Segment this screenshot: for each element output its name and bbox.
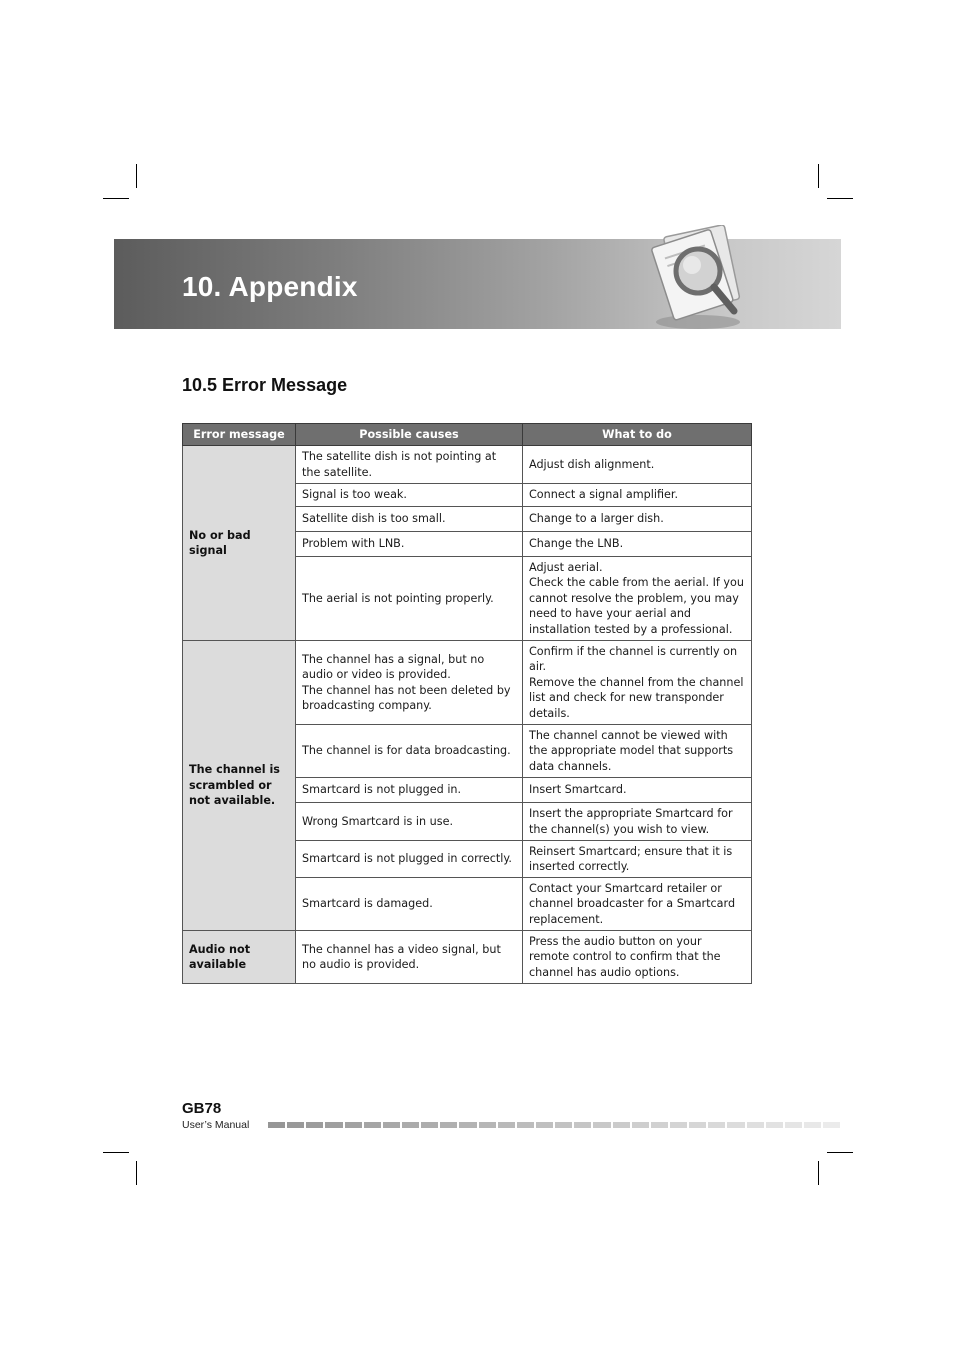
error-group-label: No or bad signal	[183, 446, 296, 641]
page-number: GB78	[182, 1100, 222, 1117]
crop-mark	[818, 164, 819, 188]
cause-cell: Wrong Smartcard is in use.	[296, 803, 523, 841]
crop-mark	[818, 1161, 819, 1185]
column-header: Possible causes	[296, 424, 523, 446]
footer-bar-segment	[593, 1122, 610, 1128]
action-cell: Adjust dish alignment.	[523, 446, 752, 484]
footer-bar-segment	[747, 1122, 764, 1128]
footer-bar-segment	[670, 1122, 687, 1128]
error-group-label: The channel is scrambled or not available.	[183, 641, 296, 931]
footer-decorative-bar	[268, 1122, 840, 1128]
table-row	[183, 446, 752, 484]
action-cell: The channel cannot be viewed with the appropriate model that supports data channels.	[523, 725, 752, 778]
footer-bar-segment	[708, 1122, 725, 1128]
action-cell: Contact your Smartcard retailer or channel broadcaster for a Smartcard replacement.	[523, 878, 752, 931]
footer-bar-segment	[287, 1122, 304, 1128]
action-cell: Change to a larger dish.	[523, 507, 752, 532]
cause-cell: Satellite dish is too small.	[296, 507, 523, 532]
error-group-label: Audio not available	[183, 931, 296, 984]
footer-bar-segment	[651, 1122, 668, 1128]
action-cell: Insert Smartcard.	[523, 778, 752, 803]
cause-cell: The aerial is not pointing properly.	[296, 557, 523, 641]
footer-bar-segment	[440, 1122, 457, 1128]
footer-bar-segment	[823, 1122, 840, 1128]
section-title: 10.5 Error Message	[182, 375, 348, 395]
footer-bar-segment	[402, 1122, 419, 1128]
footer-bar-segment	[804, 1122, 821, 1128]
column-header: What to do	[523, 424, 752, 446]
crop-mark	[827, 1152, 853, 1153]
footer-bar-segment	[479, 1122, 496, 1128]
crop-mark	[827, 198, 853, 199]
action-cell: Press the audio button on your remote control to confirm that the channel has audio options.	[523, 931, 752, 984]
footer-bar-segment	[536, 1122, 553, 1128]
footer-bar-segment	[785, 1122, 802, 1128]
footer-bar-segment	[459, 1122, 476, 1128]
action-cell: Reinsert Smartcard; ensure that it is inserted correctly.	[523, 841, 752, 878]
footer-bar-segment	[766, 1122, 783, 1128]
chapter-banner	[114, 239, 841, 329]
footer-bar-segment	[498, 1122, 515, 1128]
footer-bar-segment	[613, 1122, 630, 1128]
footer-bar-segment	[632, 1122, 649, 1128]
footer-bar-segment	[383, 1122, 400, 1128]
footer-bar-segment	[727, 1122, 744, 1128]
cause-cell: Signal is too weak.	[296, 484, 523, 507]
footer-bar-segment	[555, 1122, 572, 1128]
crop-mark	[136, 164, 137, 188]
cause-cell: The channel has a signal, but no audio or video is provided. The channel has not been deleted by broadcasting company.	[296, 641, 523, 725]
chapter-title: 10. Appendix	[182, 271, 358, 302]
action-cell: Connect a signal amplifier.	[523, 484, 752, 507]
cause-cell: Problem with LNB.	[296, 532, 523, 557]
cause-cell: Smartcard is damaged.	[296, 878, 523, 931]
footer-bar-segment	[325, 1122, 342, 1128]
crop-mark	[103, 1152, 129, 1153]
crop-mark	[136, 1161, 137, 1185]
footer-bar-segment	[306, 1122, 323, 1128]
cause-cell: The channel is for data broadcasting.	[296, 725, 523, 778]
action-cell: Change the LNB.	[523, 532, 752, 557]
footer-bar-segment	[421, 1122, 438, 1128]
table-row	[183, 641, 752, 725]
column-header: Error message	[183, 424, 296, 446]
table-header-row	[183, 424, 752, 446]
footer-subtitle: User’s Manual	[182, 1119, 250, 1131]
footer-bar-segment	[268, 1122, 285, 1128]
footer-bar-segment	[574, 1122, 591, 1128]
error-message-table	[182, 423, 752, 984]
footer-bar-segment	[517, 1122, 534, 1128]
footer-bar-segment	[689, 1122, 706, 1128]
cause-cell: Smartcard is not plugged in correctly.	[296, 841, 523, 878]
magnifier-document-icon	[642, 225, 754, 333]
cause-cell: The channel has a video signal, but no audio is provided.	[296, 931, 523, 984]
footer-bar-segment	[364, 1122, 381, 1128]
action-cell: Insert the appropriate Smartcard for the channel(s) you wish to view.	[523, 803, 752, 841]
action-cell: Confirm if the channel is currently on air. Remove the channel from the channel list and check for new transponder details.	[523, 641, 752, 725]
action-cell: Adjust aerial. Check the cable from the aerial. If you cannot resolve the problem, you may need to have your aerial and installation tested by a professional.	[523, 557, 752, 641]
table-row	[183, 931, 752, 984]
footer-bar-segment	[345, 1122, 362, 1128]
crop-mark	[103, 198, 129, 199]
cause-cell: Smartcard is not plugged in.	[296, 778, 523, 803]
cause-cell: The satellite dish is not pointing at the satellite.	[296, 446, 523, 484]
